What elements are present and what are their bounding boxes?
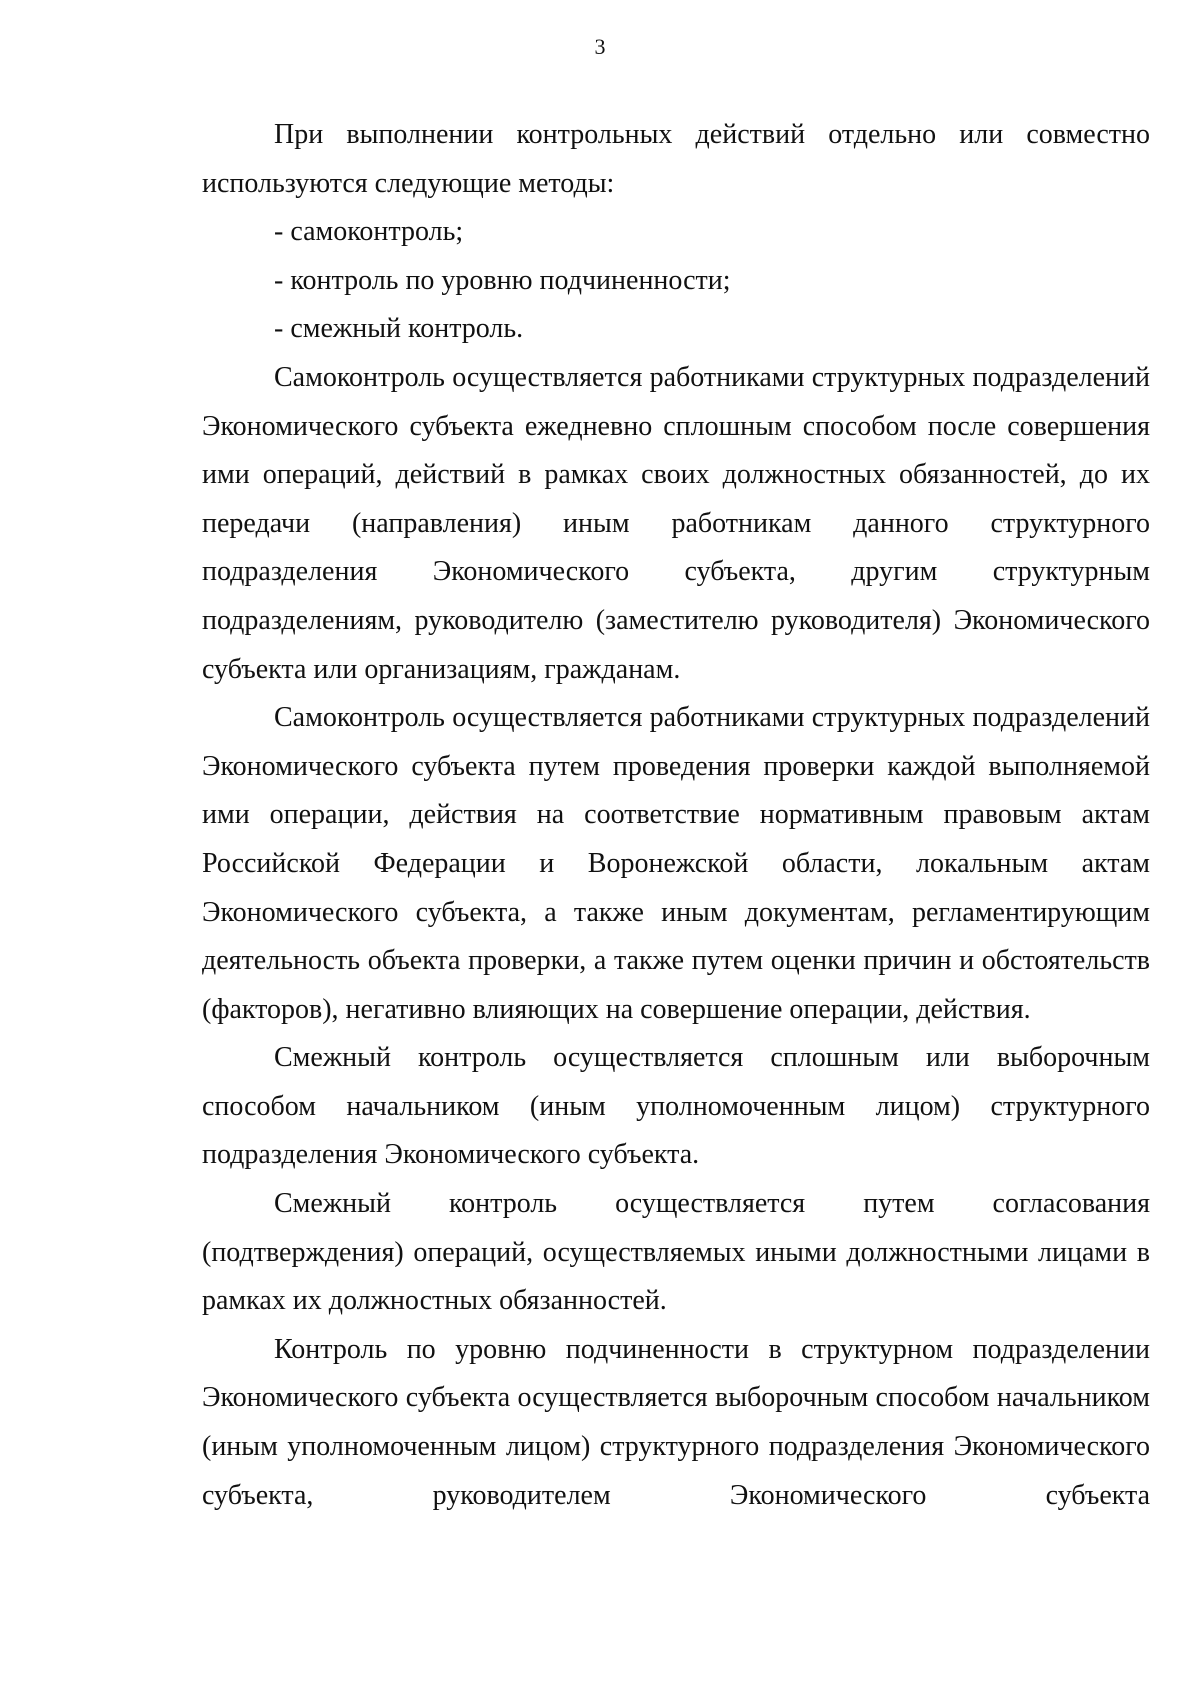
paragraph-adjacent-control-1: Смежный контроль осуществляется сплошным или выборочным способом начальником (иным уполномоченным лицом) структурного подразделения Экономического субъекта. [202, 1042, 1150, 1171]
list-item-self-control: - самоконтроль; [274, 216, 464, 248]
paragraph-self-control-1: Самоконтроль осуществляется работниками структурных подразделений Экономического субъекта ежедневно сплошным способом после совершения ими операций, действий в рамках своих должностных обязанностей, до их передачи (направления) иным работникам данного структурного подразделения Экономического субъекта, другим структурным подразделениям, руководителю (заместителю руководителя) Экономического субъекта или организациям, гражданам. [202, 361, 1150, 685]
paragraph-intro: При выполнении контрольных действий отдельно или совместно используются следующие методы: [202, 119, 1150, 199]
list-item-subordination-control: - контроль по уровню подчиненности; [274, 264, 731, 296]
paragraph-self-control-2: Самоконтроль осуществляется работниками структурных подразделений Экономического субъекта путем проведения проверки каждой выполняемой ими операции, действия на соответствие нормативным правовым актам Российской Федерации и Воронежской области, локальным актам Экономического субъекта, а также иным документам, регламентирующим деятельность объекта проверки, а также путем оценки причин и обстоятельств (факторов), негативно влияющих на совершение операции, действия. [202, 702, 1150, 1025]
list-item-adjacent-control: - смежный контроль. [274, 313, 524, 345]
paragraph-adjacent-control-2: Смежный контроль осуществляется путем согласования (подтверждения) операций, осуществляемых иными должностными лицами в рамках их должностных обязанностей. [202, 1188, 1150, 1317]
page-number: 3 [594, 34, 606, 59]
paragraph-subordination-control: Контроль по уровню подчиненности в структурном подразделении Экономического субъекта осуществляется выборочным способом начальником (иным уполномоченным лицом) структурного подразделения Экономического субъекта, руководителем Экономического субъекта [202, 1333, 1150, 1511]
document-body [202, 111, 1150, 1520]
